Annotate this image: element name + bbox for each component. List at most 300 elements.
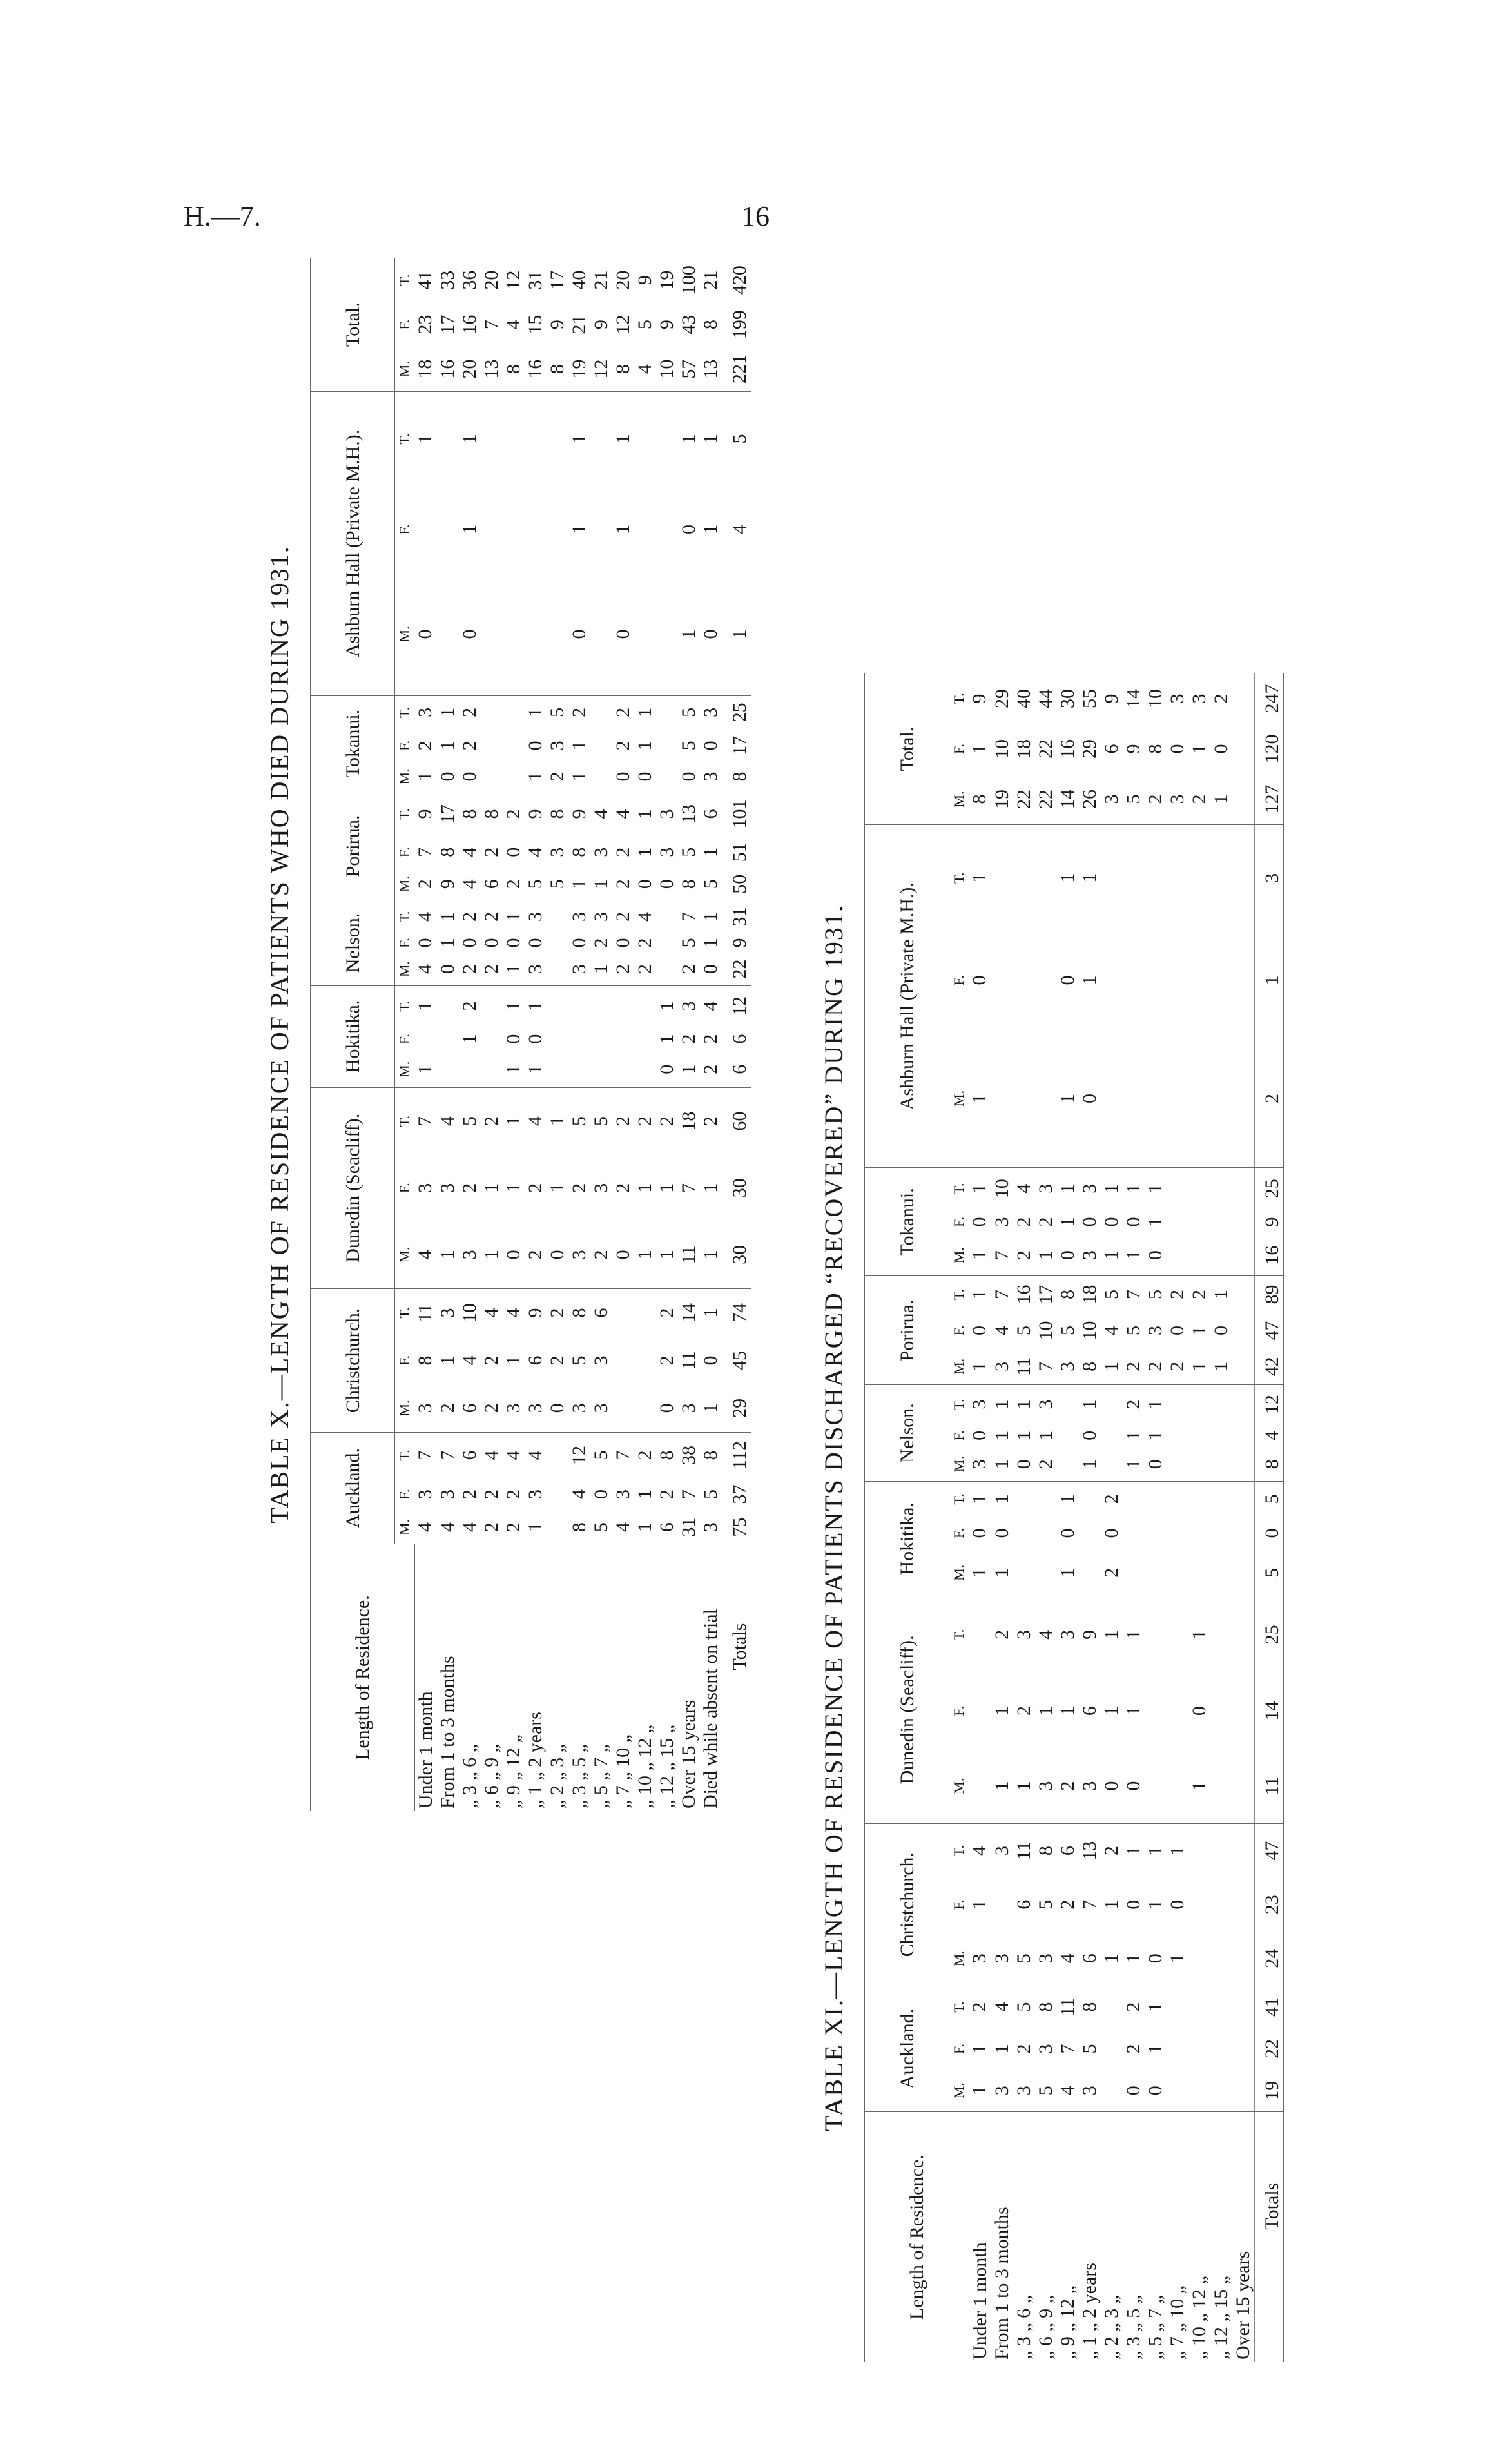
row-label: „ 9 „ 12 „ bbox=[503, 1544, 525, 1811]
data-cell: 1 bbox=[436, 707, 458, 717]
data-cell: 1 bbox=[1122, 1183, 1144, 1194]
data-cell: 5 bbox=[1034, 1899, 1056, 1910]
table-row bbox=[1145, 673, 1167, 2362]
data-cell: 1 bbox=[969, 1183, 991, 1194]
data-cell bbox=[656, 762, 678, 791]
data-cell: 1 bbox=[568, 762, 590, 791]
data-cell: 7 bbox=[480, 320, 502, 330]
data-cell bbox=[547, 1511, 568, 1544]
data-cell bbox=[612, 985, 634, 1026]
data-cell: 9 bbox=[414, 809, 436, 819]
data-cell: 22 bbox=[1034, 739, 1056, 759]
data-cell: 12 bbox=[502, 270, 524, 290]
group-porirua: Porirua. bbox=[865, 1276, 949, 1385]
data-cell: 1 bbox=[1144, 1399, 1166, 1410]
total-cell: 42 bbox=[1254, 1348, 1283, 1385]
total-cell: 127 bbox=[1254, 774, 1283, 825]
row-label: Under 1 month bbox=[969, 2112, 991, 2362]
data-cell: 6 bbox=[1056, 1846, 1078, 1856]
data-cell: 0 bbox=[612, 762, 634, 791]
data-cell: 1 bbox=[969, 1030, 991, 1168]
data-cell: 1 bbox=[634, 1221, 656, 1289]
data-cell: 100 bbox=[677, 266, 699, 295]
data-cell: 5 bbox=[547, 868, 568, 900]
data-cell: 1 bbox=[502, 1183, 524, 1193]
data-cell: 9 bbox=[969, 693, 991, 704]
data-cell: 2 bbox=[612, 707, 634, 717]
data-cell bbox=[1101, 2069, 1123, 2111]
data-cell bbox=[590, 762, 612, 791]
sub-header-m: M. bbox=[395, 762, 415, 791]
data-cell: 4 bbox=[436, 1116, 458, 1127]
data-cell: 1 bbox=[678, 573, 700, 695]
data-cell: 1 bbox=[436, 911, 458, 922]
data-cell: 0 bbox=[1166, 1325, 1188, 1335]
data-cell bbox=[1145, 1481, 1167, 1517]
row-label: „ 3 „ 6 „ bbox=[459, 1544, 481, 1811]
data-cell bbox=[547, 900, 568, 933]
sub-header-t: T. bbox=[951, 1845, 967, 1857]
data-cell bbox=[1167, 825, 1188, 931]
data-cell: 3 bbox=[1034, 1399, 1056, 1410]
row-label: „ 5 „ 7 „ bbox=[1145, 2112, 1167, 2362]
total-cell: 22 bbox=[722, 953, 751, 985]
data-cell: 1 bbox=[1122, 1430, 1144, 1440]
data-cell: 3 bbox=[414, 1183, 436, 1193]
data-cell: 18 bbox=[1013, 739, 1034, 759]
sub-header-m: M. bbox=[949, 1235, 969, 1276]
data-cell bbox=[437, 486, 459, 574]
data-cell bbox=[1232, 1424, 1255, 1448]
data-cell: 5 bbox=[1013, 2002, 1034, 2012]
data-cell: 0 bbox=[1166, 744, 1188, 754]
data-cell: 3 bbox=[525, 1384, 547, 1433]
data-cell bbox=[656, 933, 678, 953]
data-cell: 1 bbox=[1123, 1448, 1145, 1481]
data-cell: 1 bbox=[969, 2044, 991, 2054]
data-cell: 2 bbox=[458, 707, 480, 717]
data-cell: 5 bbox=[525, 868, 547, 900]
data-cell: 1 bbox=[612, 525, 634, 534]
data-cell: 3 bbox=[436, 1308, 458, 1318]
sub-header-f: F. bbox=[951, 1325, 967, 1336]
data-cell: 5 bbox=[568, 1355, 590, 1366]
total-cell: 8 bbox=[1254, 1448, 1283, 1481]
data-cell: 31 bbox=[524, 270, 546, 290]
sub-header-t: T. bbox=[396, 433, 412, 445]
table-row bbox=[1057, 673, 1079, 2362]
data-cell bbox=[1167, 1235, 1188, 1276]
data-cell: 8 bbox=[568, 847, 590, 857]
group-christchurch: Christchurch. bbox=[865, 1823, 949, 1986]
data-cell: 12 bbox=[590, 347, 612, 392]
data-cell bbox=[503, 486, 525, 574]
data-cell: 2 bbox=[969, 2002, 991, 2012]
data-cell: 1 bbox=[991, 1550, 1013, 1596]
data-cell: 2 bbox=[699, 1034, 721, 1044]
data-cell: 1 bbox=[991, 1430, 1013, 1440]
data-cell bbox=[1123, 1030, 1145, 1168]
data-cell: 1 bbox=[1144, 1217, 1166, 1227]
data-cell bbox=[1057, 1424, 1079, 1448]
table-row bbox=[1210, 673, 1232, 2362]
data-cell bbox=[1101, 1448, 1123, 1481]
data-cell: 1 bbox=[436, 741, 458, 751]
sub-header-m: M. bbox=[949, 1030, 969, 1168]
data-cell: 1 bbox=[969, 744, 991, 754]
total-cell: 101 bbox=[722, 791, 751, 837]
sub-header-m: M. bbox=[395, 953, 415, 985]
data-cell bbox=[991, 825, 1013, 931]
data-cell: 4 bbox=[414, 1511, 437, 1544]
data-cell bbox=[612, 1026, 634, 1051]
data-cell: 3 bbox=[414, 707, 436, 717]
data-cell: 8 bbox=[678, 868, 700, 900]
data-cell: 10 bbox=[1078, 1321, 1100, 1341]
data-cell: 0 bbox=[1188, 1706, 1210, 1716]
data-cell: 3 bbox=[1144, 1325, 1166, 1335]
data-cell: 8 bbox=[969, 774, 991, 825]
data-cell bbox=[1101, 1424, 1123, 1448]
row-label: Over 15 years bbox=[1232, 2112, 1255, 2362]
data-cell bbox=[1210, 1932, 1232, 1986]
data-cell: 8 bbox=[1078, 2002, 1100, 2012]
data-cell: 29 bbox=[1078, 739, 1100, 759]
table-x-section bbox=[264, 258, 751, 1811]
data-cell: 1 bbox=[1210, 1348, 1232, 1385]
data-cell bbox=[1167, 1168, 1188, 1209]
data-cell: 2 bbox=[480, 911, 502, 922]
data-cell: 1 bbox=[969, 1899, 991, 1910]
sub-header-f: F. bbox=[396, 740, 412, 751]
data-cell: 3 bbox=[991, 1846, 1013, 1856]
data-cell: 2 bbox=[612, 1183, 634, 1193]
data-cell: 5 bbox=[1056, 1325, 1078, 1335]
data-cell bbox=[1013, 1517, 1035, 1549]
data-cell: 0 bbox=[437, 953, 459, 985]
data-cell: 3 bbox=[546, 741, 568, 751]
table-row bbox=[678, 258, 700, 1811]
data-cell: 2 bbox=[1122, 1399, 1144, 1410]
data-cell: 1 bbox=[699, 525, 721, 534]
data-cell: 1 bbox=[634, 707, 655, 717]
data-cell: 1 bbox=[1123, 1932, 1145, 1986]
sub-header-m: M. bbox=[395, 868, 415, 900]
data-cell: 3 bbox=[1167, 774, 1188, 825]
total-cell: 12 bbox=[1254, 1385, 1283, 1424]
row-label: From 1 to 3 months bbox=[437, 1544, 459, 1811]
data-cell: 1 bbox=[568, 741, 590, 751]
data-cell: 12 bbox=[568, 1445, 590, 1465]
data-cell: 3 bbox=[1034, 1183, 1056, 1194]
data-cell: 2 bbox=[590, 938, 612, 948]
data-cell: 2 bbox=[612, 741, 634, 751]
data-cell bbox=[1188, 1550, 1210, 1596]
data-cell: 5 bbox=[1078, 2044, 1100, 2054]
data-cell: 0 bbox=[1145, 1235, 1167, 1276]
data-cell: 3 bbox=[700, 762, 722, 791]
data-cell bbox=[1123, 931, 1145, 1029]
data-cell: 1 bbox=[1013, 1399, 1034, 1410]
data-cell: 0 bbox=[1100, 1528, 1122, 1538]
data-cell: 3 bbox=[655, 809, 677, 819]
data-cell: 1 bbox=[502, 1355, 524, 1366]
data-cell: 1 bbox=[969, 1235, 991, 1276]
data-cell: 0 bbox=[1101, 1749, 1123, 1823]
data-cell: 2 bbox=[546, 1308, 568, 1318]
page-number: 16 bbox=[741, 200, 770, 232]
data-cell: 2 bbox=[612, 847, 634, 857]
table-row bbox=[700, 258, 722, 1811]
data-cell: 2 bbox=[655, 1355, 677, 1366]
data-cell bbox=[1188, 1481, 1210, 1517]
sub-header-f: F. bbox=[396, 1034, 412, 1045]
data-cell bbox=[1232, 1235, 1255, 1276]
data-cell: 2 bbox=[634, 1450, 655, 1460]
data-cell bbox=[1188, 1168, 1210, 1209]
total-cell: 30 bbox=[722, 1221, 751, 1289]
data-cell: 9 bbox=[524, 809, 546, 819]
data-cell: 6 bbox=[699, 809, 721, 819]
data-cell bbox=[1079, 1517, 1101, 1549]
data-cell: 2 bbox=[458, 911, 480, 922]
data-cell: 3 bbox=[525, 953, 547, 985]
data-cell bbox=[1188, 1517, 1210, 1549]
data-cell: 0 bbox=[1145, 1932, 1167, 1986]
data-cell: 3 bbox=[590, 911, 612, 922]
data-cell: 13 bbox=[700, 347, 722, 392]
data-cell: 1 bbox=[525, 762, 547, 791]
data-cell bbox=[1232, 825, 1255, 931]
data-cell: 3 bbox=[1188, 693, 1210, 704]
data-cell: 29 bbox=[991, 689, 1013, 709]
total-cell: 23 bbox=[1254, 1878, 1283, 1932]
data-cell: 0 bbox=[1145, 2069, 1167, 2111]
table-row bbox=[1232, 673, 1255, 2362]
data-cell bbox=[1013, 931, 1035, 1029]
data-cell: 1 bbox=[503, 953, 525, 985]
data-cell: 3 bbox=[524, 911, 546, 922]
data-cell: 0 bbox=[524, 741, 546, 751]
total-cell: 221 bbox=[722, 347, 751, 392]
data-cell: 17 bbox=[1034, 1284, 1056, 1304]
data-cell: 1 bbox=[991, 1749, 1013, 1823]
data-cell: 2 bbox=[437, 1384, 459, 1433]
data-cell: 2 bbox=[1166, 1289, 1188, 1299]
data-cell: 8 bbox=[568, 1308, 590, 1318]
data-cell: 4 bbox=[969, 1846, 991, 1856]
row-label: „ 6 „ 9 „ bbox=[1035, 2112, 1057, 2362]
group-dunedin: Dunedin (Seacliff). bbox=[311, 1087, 395, 1288]
data-cell: 0 bbox=[459, 573, 481, 695]
data-cell: 2 bbox=[1101, 1550, 1123, 1596]
total-cell: 47 bbox=[1254, 1313, 1283, 1349]
data-cell: 40 bbox=[568, 270, 590, 290]
data-cell: 1 bbox=[678, 1052, 700, 1087]
data-cell: 3 bbox=[568, 1384, 590, 1433]
sub-header-t: T. bbox=[396, 1115, 412, 1127]
data-cell bbox=[437, 392, 459, 486]
data-cell: 2 bbox=[991, 1629, 1013, 1640]
data-cell: 7 bbox=[612, 1450, 634, 1460]
table-row bbox=[525, 258, 547, 1811]
table-row bbox=[1188, 673, 1210, 2362]
data-cell: 1 bbox=[546, 1116, 568, 1127]
table-row bbox=[634, 258, 656, 1811]
data-cell: 0 bbox=[700, 573, 722, 695]
data-cell: 6 bbox=[459, 1384, 481, 1433]
data-cell: 8 bbox=[612, 347, 634, 392]
data-cell: 22 bbox=[1013, 774, 1035, 825]
table-row bbox=[590, 258, 612, 1811]
data-cell bbox=[1145, 1673, 1167, 1749]
data-cell: 1 bbox=[969, 2069, 991, 2111]
data-cell: 2 bbox=[481, 1511, 503, 1544]
data-cell: 7 bbox=[414, 1450, 436, 1460]
data-cell: 7 bbox=[1122, 1289, 1144, 1299]
data-cell: 4 bbox=[502, 320, 524, 330]
data-cell: 1 bbox=[1122, 1706, 1144, 1716]
sub-header-f: F. bbox=[951, 1430, 967, 1441]
sub-header-t: T. bbox=[951, 1183, 967, 1194]
data-cell: 3 bbox=[568, 1221, 590, 1289]
data-cell: 3 bbox=[677, 1001, 699, 1011]
data-cell: 1 bbox=[700, 1221, 722, 1289]
data-cell: 7 bbox=[677, 911, 699, 922]
data-cell bbox=[1101, 1385, 1123, 1424]
data-cell: 5 bbox=[700, 868, 722, 900]
data-cell: 0 bbox=[547, 1384, 568, 1433]
data-cell: 1 bbox=[655, 1001, 677, 1011]
data-cell bbox=[1101, 2028, 1123, 2070]
data-cell: 1 bbox=[1057, 1550, 1079, 1596]
data-cell: 3 bbox=[1013, 1629, 1034, 1640]
data-cell: 1 bbox=[437, 1221, 459, 1289]
data-cell bbox=[547, 1432, 568, 1477]
table-row bbox=[991, 673, 1013, 2362]
data-cell: 0 bbox=[480, 938, 502, 948]
total-cell: 89 bbox=[1254, 1276, 1283, 1313]
data-cell bbox=[1232, 673, 1255, 724]
data-cell: 10 bbox=[991, 739, 1013, 759]
data-cell: 1 bbox=[1101, 1932, 1123, 1986]
data-cell bbox=[481, 573, 503, 695]
data-cell bbox=[1013, 1481, 1035, 1517]
data-cell: 1 bbox=[436, 938, 458, 948]
data-cell bbox=[634, 1026, 656, 1051]
data-cell: 3 bbox=[546, 847, 568, 857]
data-cell: 1 bbox=[458, 525, 480, 534]
data-cell bbox=[1145, 825, 1167, 931]
data-cell: 2 bbox=[480, 1489, 502, 1499]
data-cell: 1 bbox=[524, 707, 546, 717]
data-cell: 1 bbox=[634, 741, 655, 751]
data-cell bbox=[1013, 1550, 1035, 1596]
sub-header-m: M. bbox=[949, 1348, 969, 1385]
data-cell: 4 bbox=[1013, 1183, 1034, 1194]
data-cell: 0 bbox=[969, 1528, 991, 1538]
data-cell: 17 bbox=[546, 270, 568, 290]
data-cell: 8 bbox=[699, 320, 721, 330]
data-cell: 0 bbox=[524, 1034, 546, 1044]
row-label: „ 3 „ 5 „ bbox=[568, 1544, 590, 1811]
table-x-caption: TABLE X.—LENGTH OF RESIDENCE OF PATIENTS WHO DIED DURING 1931. bbox=[265, 545, 294, 1524]
data-cell: 1 bbox=[699, 847, 721, 857]
data-cell: 20 bbox=[480, 270, 502, 290]
sub-header-m: M. bbox=[949, 774, 969, 825]
data-cell bbox=[612, 1288, 634, 1337]
data-cell: 17 bbox=[436, 804, 458, 824]
data-cell: 1 bbox=[699, 1308, 721, 1318]
data-cell: 4 bbox=[612, 809, 634, 819]
data-cell: 5 bbox=[1123, 774, 1145, 825]
data-cell bbox=[1079, 1481, 1101, 1517]
data-cell bbox=[437, 1052, 459, 1087]
data-cell: 1 bbox=[1100, 1706, 1122, 1716]
data-cell: 1 bbox=[1056, 1494, 1078, 1504]
data-cell: 3 bbox=[414, 1384, 437, 1433]
data-cell: 6 bbox=[1078, 1706, 1100, 1716]
data-cell: 8 bbox=[503, 347, 525, 392]
data-cell: 0 bbox=[612, 573, 634, 695]
total-cell: 3 bbox=[1254, 825, 1283, 931]
data-cell: 1 bbox=[1034, 1430, 1056, 1440]
data-cell bbox=[525, 573, 547, 695]
data-cell: 11 bbox=[1013, 1348, 1035, 1385]
data-cell: 0 bbox=[700, 953, 722, 985]
data-cell: 0 bbox=[969, 975, 991, 985]
data-cell: 2 bbox=[677, 1034, 699, 1044]
data-cell: 7 bbox=[414, 1116, 436, 1127]
sub-header-m: M. bbox=[949, 1550, 969, 1596]
total-cell: 24 bbox=[1254, 1932, 1283, 1986]
total-cell: 45 bbox=[722, 1337, 751, 1384]
data-cell bbox=[481, 486, 503, 574]
data-cell: 1 bbox=[991, 1494, 1013, 1504]
row-label: „ 5 „ 7 „ bbox=[590, 1544, 612, 1811]
data-cell: 8 bbox=[480, 809, 502, 819]
data-cell bbox=[547, 1026, 568, 1051]
data-cell bbox=[612, 1052, 634, 1087]
data-cell: 38 bbox=[677, 1445, 699, 1465]
data-cell bbox=[590, 392, 612, 486]
table-row bbox=[503, 258, 525, 1811]
data-cell: 10 bbox=[458, 1303, 480, 1323]
data-cell: 4 bbox=[568, 1489, 590, 1499]
data-cell bbox=[656, 573, 678, 695]
data-cell bbox=[1035, 1481, 1057, 1517]
data-cell: 2 bbox=[1188, 1289, 1210, 1299]
data-cell: 0 bbox=[524, 938, 546, 948]
data-cell bbox=[1232, 931, 1255, 1029]
data-cell: 1 bbox=[1144, 2044, 1166, 2054]
data-cell bbox=[547, 933, 568, 953]
data-cell bbox=[1210, 1030, 1232, 1168]
data-cell bbox=[634, 1384, 656, 1433]
data-cell: 3 bbox=[969, 1932, 991, 1986]
data-cell bbox=[590, 573, 612, 695]
table-row bbox=[1035, 673, 1057, 2362]
data-cell: 2 bbox=[503, 868, 525, 900]
table-x-label-header: Length of Residence. bbox=[311, 1544, 415, 1811]
data-cell: 0 bbox=[656, 868, 678, 900]
data-cell bbox=[481, 1052, 503, 1087]
data-cell: 2 bbox=[1167, 1348, 1188, 1385]
data-cell: 1 bbox=[1056, 1217, 1078, 1227]
data-cell bbox=[1057, 1385, 1079, 1424]
data-cell: 20 bbox=[612, 270, 634, 290]
total-cell: 5 bbox=[1254, 1550, 1283, 1596]
